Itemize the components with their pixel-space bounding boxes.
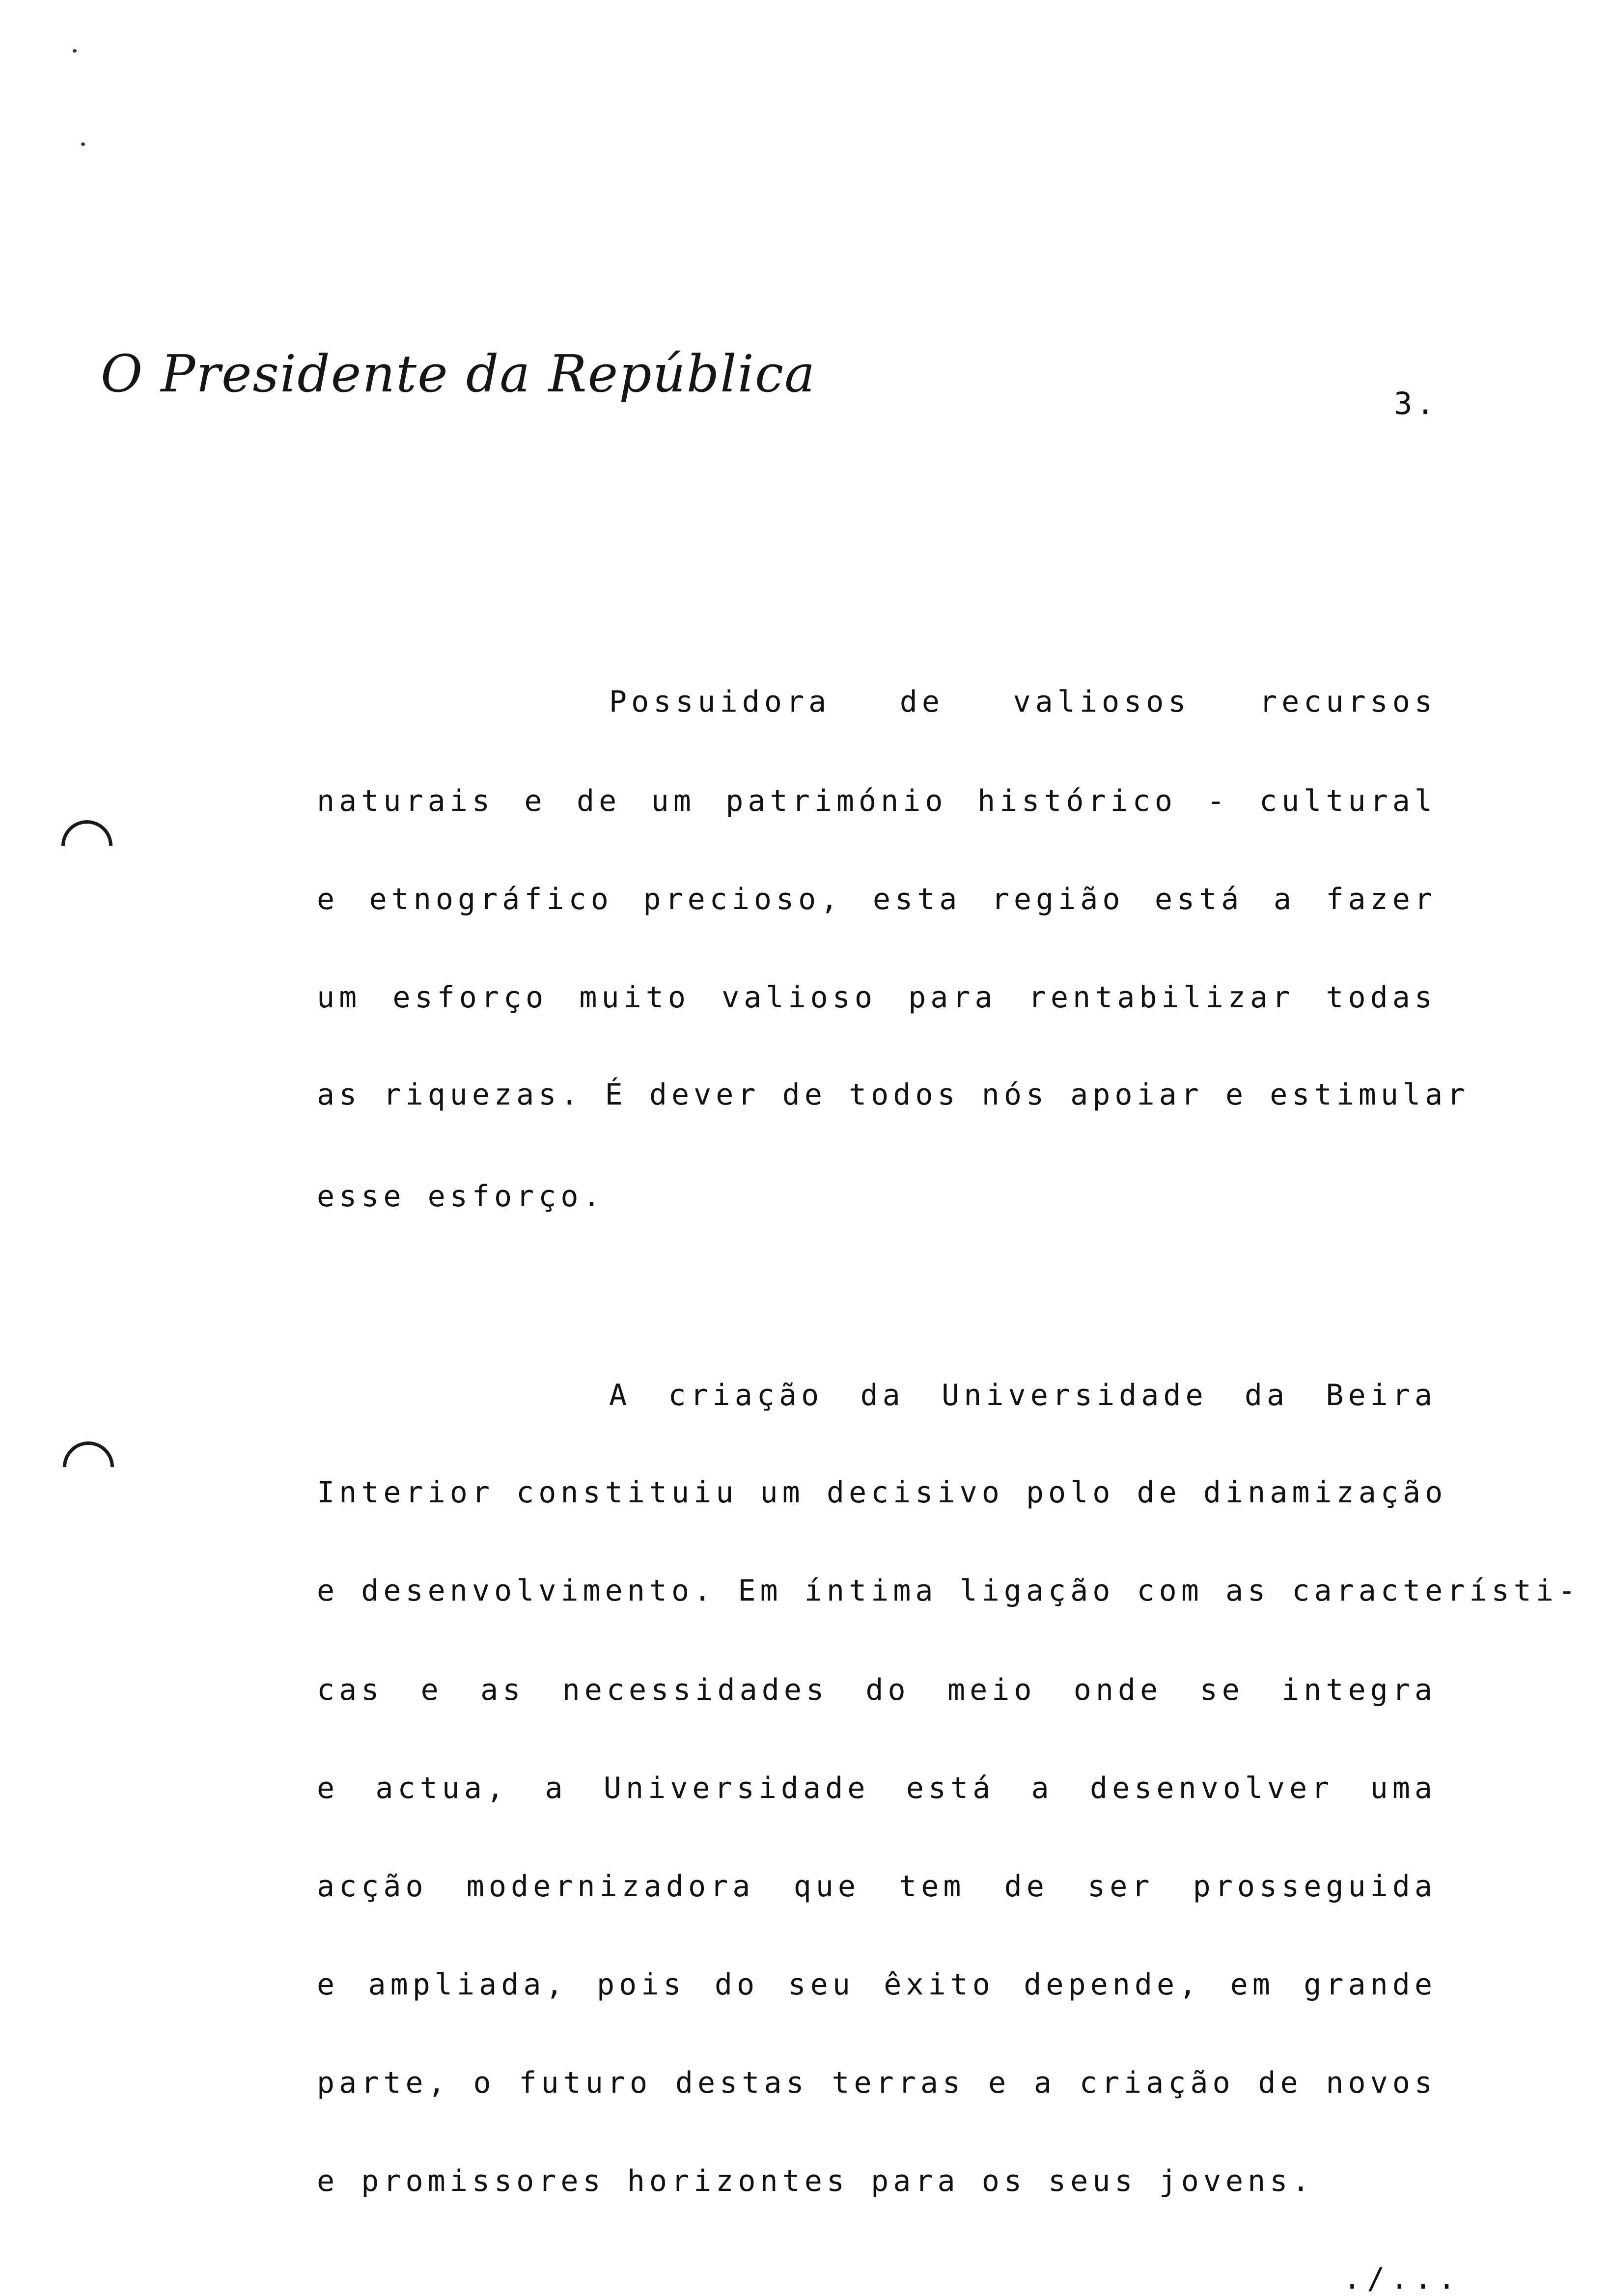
- paragraph-2-line: parte, o futuro destas terras e a criação de novos: [317, 2066, 1437, 2100]
- paragraph-2-line: e actua, a Universidade está a desenvolver uma: [317, 1771, 1437, 1805]
- scan-speck: [73, 49, 77, 53]
- paragraph-2-line: Interior constituiu um decisivo polo de dinamização: [317, 1475, 1447, 1510]
- paragraph-1-line: Possuidora de valiosos recursos: [609, 685, 1437, 719]
- continuation-mark: ./...: [1343, 2262, 1462, 2296]
- punch-hole-mark: [51, 809, 123, 882]
- letterhead-title: O Presidente da República: [101, 344, 816, 404]
- paragraph-2-line: cas e as necessidades do meio onde se integra: [317, 1673, 1437, 1707]
- paragraph-1-line: e etnográfico precioso, esta região está a fazer: [317, 882, 1437, 916]
- paragraph-1-line: esse esforço.: [317, 1179, 605, 1214]
- paragraph-1-line: um esforço muito valioso para rentabilizar todas: [317, 980, 1437, 1015]
- paragraph-2-line: e ampliada, pois do seu êxito depende, em grande: [317, 1967, 1437, 2002]
- paragraph-2-line: e desenvolvimento. Em íntima ligação com as característi-: [317, 1574, 1581, 1608]
- punch-hole-mark: [52, 1431, 124, 1503]
- paragraph-1-line: as riquezas. É dever de todos nós apoiar e estimular: [317, 1078, 1470, 1112]
- paragraph-2-line: acção modernizadora que tem de ser prosseguida: [317, 1869, 1437, 1904]
- paragraph-1-line: naturais e de um património histórico - cultural: [317, 784, 1437, 818]
- page-number: 3.: [1394, 386, 1439, 421]
- paragraph-2-line: e promissores horizontes para os seus jovens.: [317, 2164, 1314, 2198]
- scan-speck: [81, 142, 85, 146]
- paragraph-2-line: A criação da Universidade da Beira: [609, 1378, 1437, 1412]
